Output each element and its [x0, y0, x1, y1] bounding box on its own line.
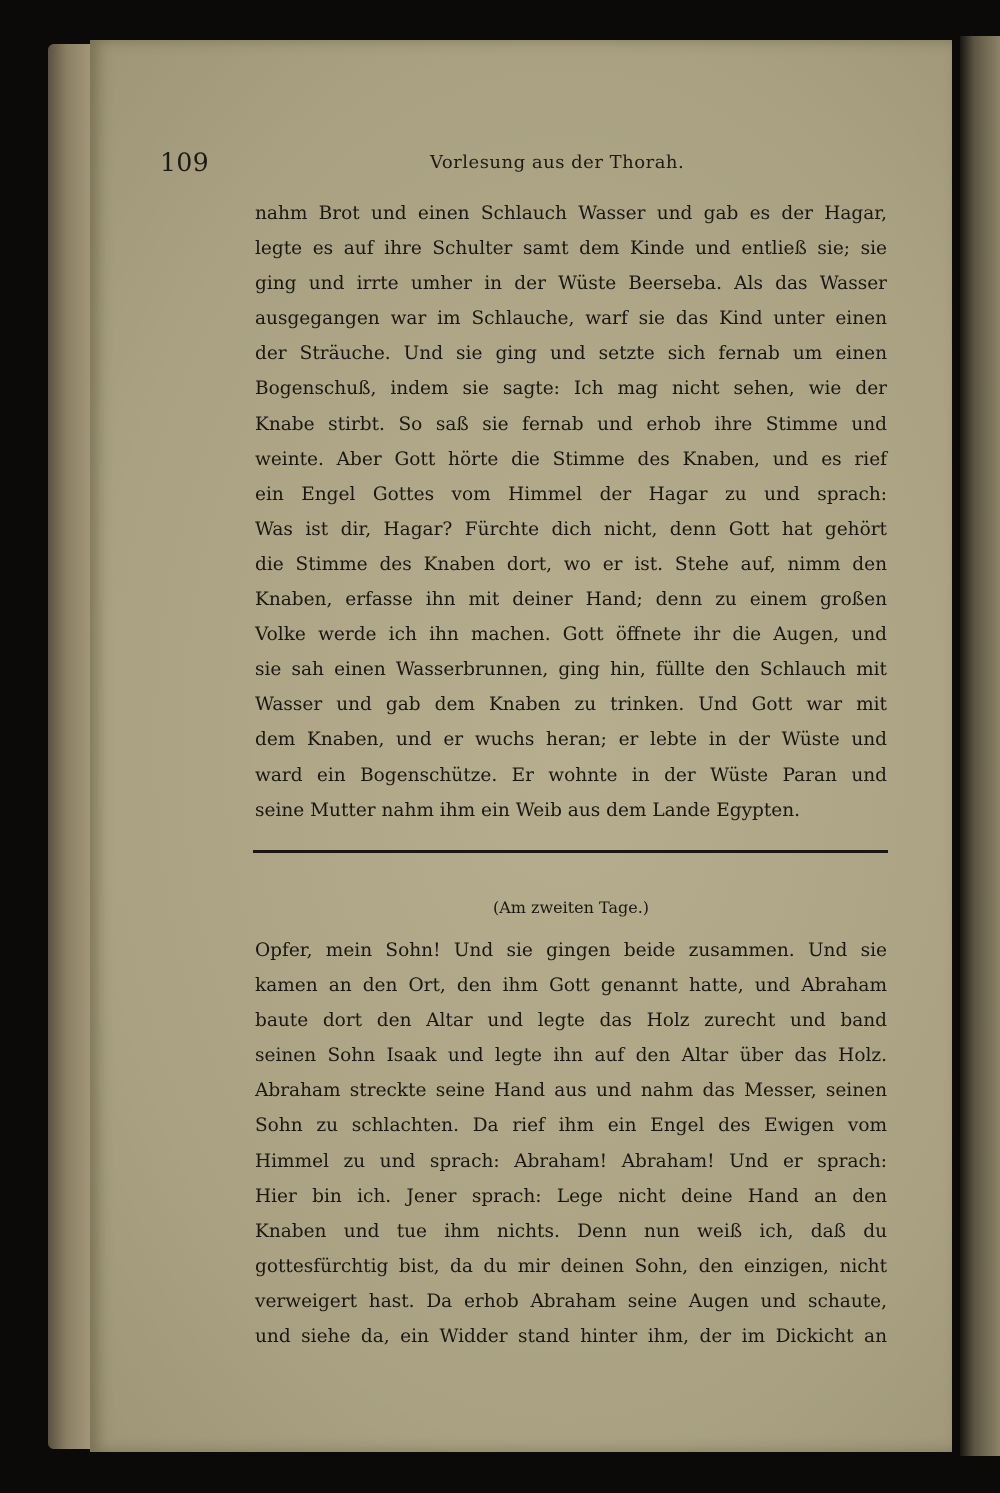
- text-line: Wasser und gab dem Knaben zu trinken. Und Gott war mit: [255, 694, 887, 716]
- text-line: Abraham streckte seine Hand aus und nahm das Messer, seinen: [255, 1080, 887, 1102]
- section-heading: (Am zweiten Tage.): [492, 898, 650, 917]
- text-line: seine Mutter nahm ihm ein Weib aus dem Lande Egypten.: [255, 799, 801, 821]
- text-line: Hier bin ich. Jener sprach: Lege nicht deine Hand an den: [255, 1185, 887, 1207]
- text-line: Opfer, mein Sohn! Und sie gingen beide zusammen. Und sie: [255, 940, 887, 961]
- text-line: Was ist dir, Hagar? Fürchte dich nicht, denn Gott hat gehört: [255, 518, 887, 540]
- text-line: Himmel zu und sprach: Abraham! Abraham! Und er sprach:: [255, 1150, 887, 1172]
- text-line: ein Engel Gottes vom Himmel der Hagar zu und sprach:: [255, 483, 887, 505]
- text-line: Knaben, erfasse ihn mit deiner Hand; denn zu einem großen: [255, 589, 887, 611]
- passage-bottom: [255, 933, 887, 1354]
- page-header: [160, 148, 820, 184]
- text-line: ging und irrte umher in der Wüste Beerseba. Als das Wasser: [255, 273, 887, 295]
- text-line: nahm Brot und einen Schlauch Wasser und gab es der Hagar,: [255, 203, 887, 224]
- text-line: dem Knaben, und er wuchs heran; er lebte in der Wüste und: [255, 729, 887, 751]
- text-line: verweigert hast. Da erhob Abraham seine Augen und schaute,: [255, 1290, 887, 1312]
- page-number: 109: [160, 148, 210, 177]
- text-line: kamen an den Ort, den ihm Gott genannt hatte, und Abraham: [255, 975, 887, 997]
- text-line: gottesfürchtig bist, da du mir deinen Sohn, den einzigen, nicht: [255, 1255, 887, 1277]
- text-line: Bogenschuß, indem sie sagte: Ich mag nicht sehen, wie der: [255, 378, 887, 400]
- text-line: der Sträuche. Und sie ging und setzte sich fernab um einen: [255, 343, 887, 365]
- running-head: Vorlesung aus der Thorah.: [430, 152, 685, 173]
- text-line: Volke werde ich ihn machen. Gott öffnete ihr die Augen, und: [255, 624, 887, 646]
- text-line: seinen Sohn Isaak und legte ihn auf den Altar über das Holz.: [255, 1045, 887, 1067]
- text-line: Knabe stirbt. So saß sie fernab und erhob ihre Stimme und: [255, 413, 887, 435]
- page-stack-edge: [48, 44, 94, 1449]
- text-line: Knaben und tue ihm nichts. Denn nun weiß ich, daß du: [255, 1220, 887, 1242]
- text-line: sie sah einen Wasserbrunnen, ging hin, füllte den Schlauch mit: [255, 659, 887, 681]
- text-line: weinte. Aber Gott hörte die Stimme des Knaben, und es rief: [255, 448, 887, 470]
- text-line: und siehe da, ein Widder stand hinter ihm, der im Dickicht an: [255, 1326, 887, 1348]
- text-line: Sohn zu schlachten. Da rief ihm ein Engel des Ewigen vom: [255, 1115, 887, 1137]
- section-divider: [253, 850, 888, 853]
- text-line: baute dort den Altar und legte das Holz zurecht und band: [255, 1010, 887, 1032]
- facing-page-edge: [960, 36, 1000, 1456]
- text-line: die Stimme des Knaben dort, wo er ist. Stehe auf, nimm den: [255, 553, 887, 575]
- passage-top: [255, 196, 887, 828]
- text-line: ausgegangen war im Schlauche, warf sie das Kind unter einen: [255, 308, 887, 330]
- text-line: ward ein Bogenschütze. Er wohnte in der Wüste Paran und: [255, 764, 887, 786]
- text-line: legte es auf ihre Schulter samt dem Kinde und entließ sie; sie: [255, 238, 887, 260]
